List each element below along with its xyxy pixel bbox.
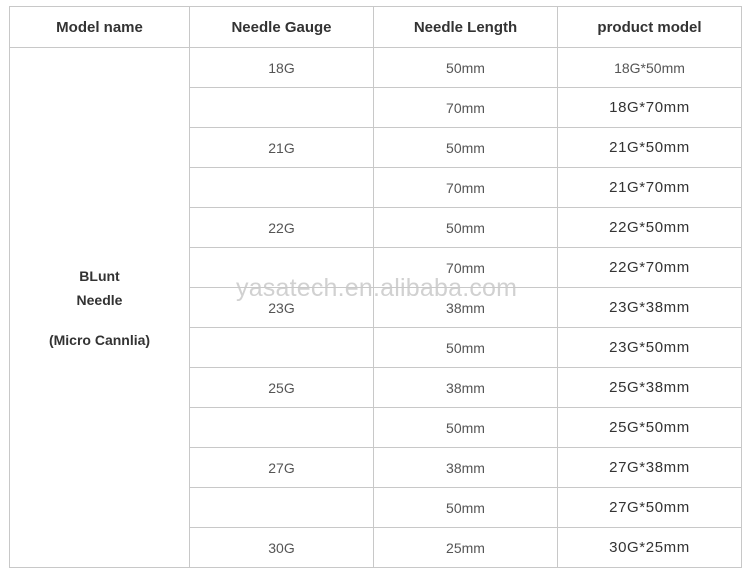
length-cell: 50mm [374,408,558,448]
header-needle-gauge: Needle Gauge [190,7,374,48]
product-model-cell: 18G*50mm [558,48,742,88]
gauge-cell [190,408,374,448]
table-row [10,48,742,88]
gauge-cell: 30G [190,528,374,568]
length-cell: 38mm [374,368,558,408]
product-model-cell: 22G*70mm [558,248,742,288]
product-model-cell: 21G*50mm [558,128,742,168]
watermark-text: yasatech.en.alibaba.com [236,274,518,302]
gauge-cell: 25G [190,368,374,408]
product-model-cell: 22G*50mm [558,208,742,248]
product-model-cell: 21G*70mm [558,168,742,208]
length-cell: 70mm [374,168,558,208]
gauge-cell: 18G [190,48,374,88]
length-cell: 25mm [374,528,558,568]
model-name-line-3: (Micro Cannlia) [48,331,151,348]
model-name-line-2: Needle [76,291,123,308]
gauge-cell [190,488,374,528]
length-cell: 50mm [374,488,558,528]
length-cell: 70mm [374,88,558,128]
length-cell: 50mm [374,128,558,168]
length-cell: 38mm [374,448,558,488]
model-name-line-1: BLunt [79,267,120,284]
gauge-cell [190,328,374,368]
table-body [10,48,742,568]
product-model-cell: 30G*25mm [558,528,742,568]
gauge-cell [190,88,374,128]
gauge-cell [190,248,374,288]
length-cell: 50mm [374,328,558,368]
table-header-row [10,7,742,48]
model-name-cell [10,48,190,568]
length-cell: 70mm [374,248,558,288]
length-cell: 38mm [374,288,558,328]
product-model-cell: 27G*50mm [558,488,742,528]
product-model-cell: 27G*38mm [558,448,742,488]
header-model-name: Model name [10,7,190,48]
gauge-cell: 22G [190,208,374,248]
product-model-cell: 23G*38mm [558,288,742,328]
gauge-cell: 21G [190,128,374,168]
needle-spec-table [9,6,742,568]
product-model-cell: 18G*70mm [558,88,742,128]
header-product-model: product model [558,7,742,48]
gauge-cell [190,168,374,208]
product-model-cell: 25G*50mm [558,408,742,448]
product-model-cell: 23G*50mm [558,328,742,368]
gauge-cell: 23G [190,288,374,328]
gauge-cell: 27G [190,448,374,488]
header-needle-length: Needle Length [374,7,558,48]
length-cell: 50mm [374,48,558,88]
product-model-cell: 25G*38mm [558,368,742,408]
length-cell: 50mm [374,208,558,248]
